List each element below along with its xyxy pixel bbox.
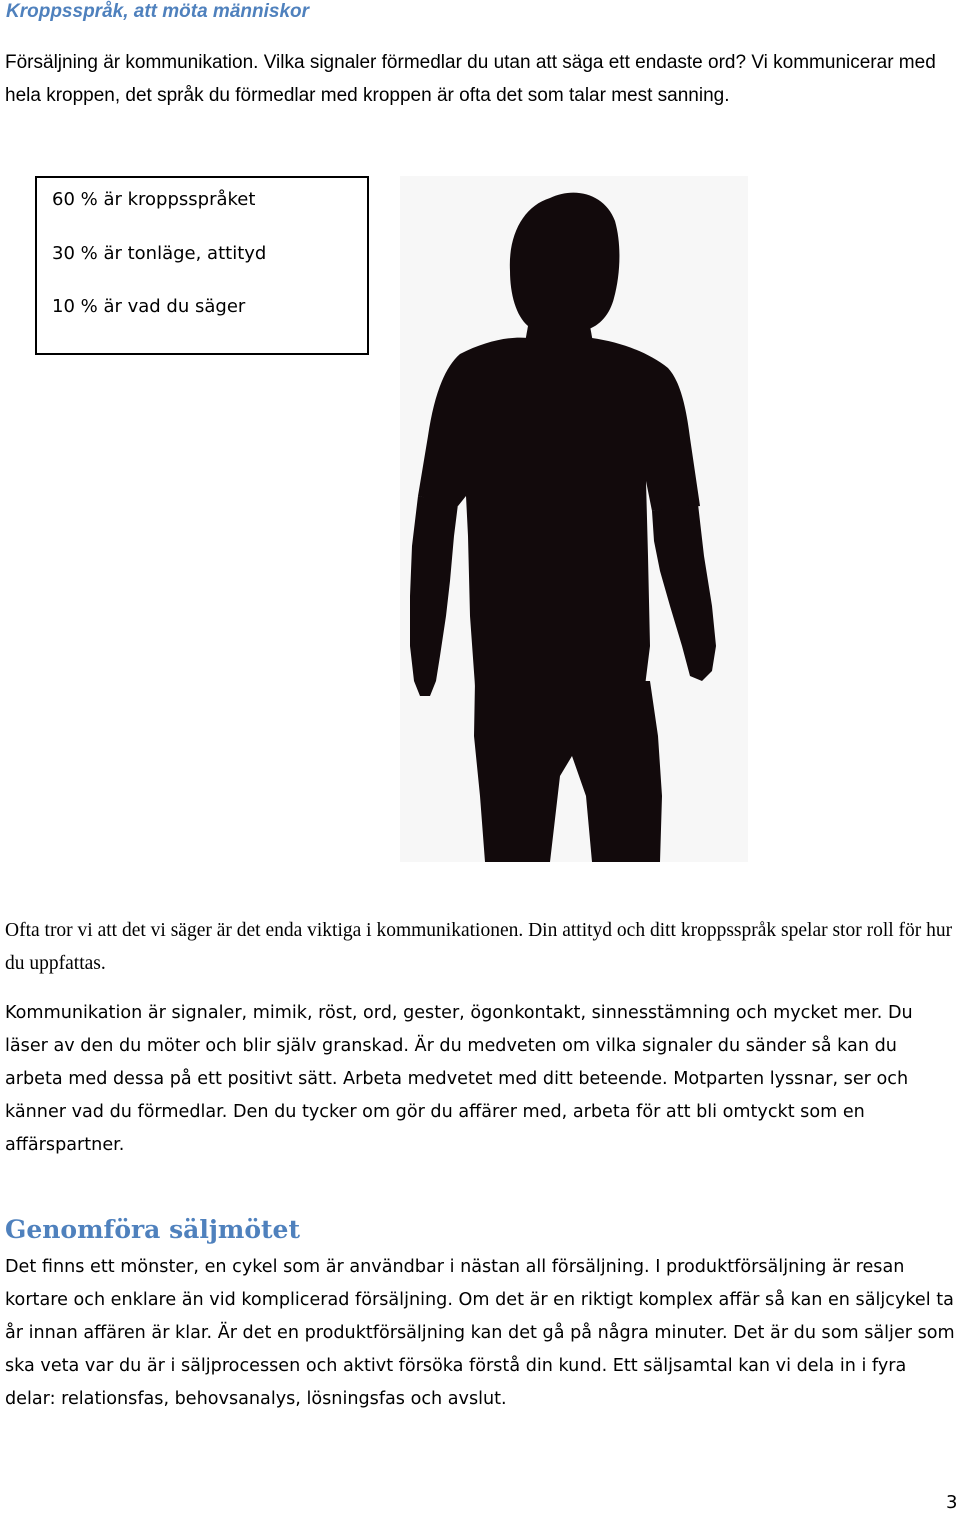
stat-words: 10 % är vad du säger [52, 296, 246, 317]
person-silhouette-icon [400, 176, 748, 862]
stat-tone-attitude: 30 % är tonläge, attityd [52, 243, 267, 264]
communication-paragraph: Kommunikation är signaler, mimik, röst, ord, gester, ögonkontakt, sinnesstämning och mycket mer. Du läser av den du möter och blir själv granskad. Är du medveten om vilka signaler du sänder så kan du arbeta med dessa på ett positivt sätt. Arbeta medvetet med ditt beteende. Motparten lyssnar, ser och känner vad du förmedlar. Den du tycker om gör du affärer med, arbeta för att bli omtyckt som en affärspartner. [5, 1003, 913, 1155]
section-title: Genomföra säljmötet [5, 1215, 301, 1244]
section-body: Det finns ett mönster, en cykel som är användbar i nästan all försäljning. I produktförsäljning är resan kortare och enklare än vid komplicerad försäljning. Om det är en riktigt komplex affär så kan en säljcykel ta år innan affären är klar. Är det en produktförsäljning kan det gå på några minuter. Det är du som säljer som ska veta var du är i säljprocessen och aktivt försöka förstå din kund. Ett säljsamtal kan vi dela in i fyra delar: relationsfas, behovsanalys, lösningsfas och avslut. [5, 1257, 955, 1409]
stats-box [35, 176, 369, 355]
attitude-paragraph: Ofta tror vi att det vi säger är det enda viktiga i kommunikationen. Din attityd och ditt kroppsspråk spelar stor roll för hur du uppfattas. [5, 920, 953, 974]
document-heading: Kroppsspråk, att möta människor [6, 1, 310, 22]
stat-body-language: 60 % är kroppsspråket [52, 189, 256, 210]
intro-paragraph: Försäljning är kommunikation. Vilka signaler förmedlar du utan att säga ett endaste ord? Vi kommunicerar med hela kroppen, det språk du förmedlar med kroppen är ofta det som talar mest sanning. [5, 52, 936, 106]
page-number: 3 [946, 1492, 958, 1513]
